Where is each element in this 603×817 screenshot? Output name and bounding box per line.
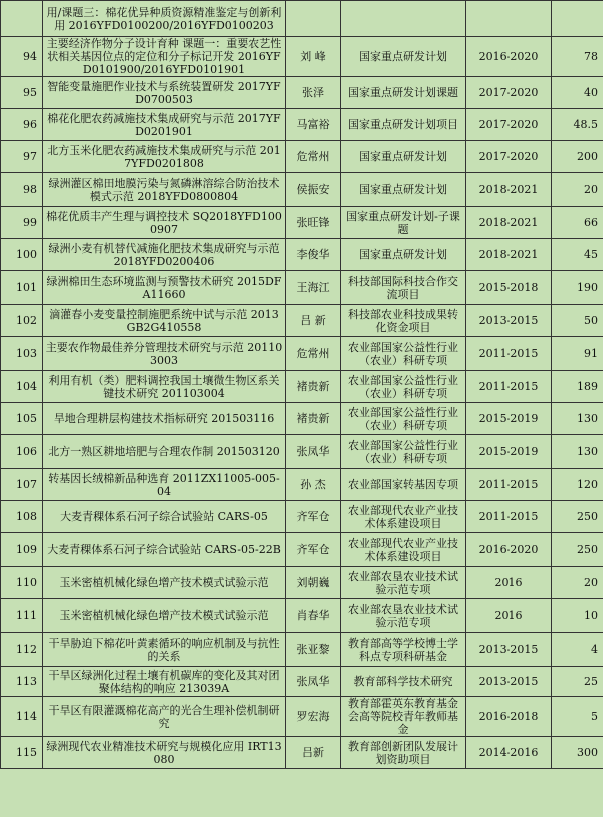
row-number-cell: 100: [1, 239, 43, 271]
table-row: [1, 207, 603, 239]
project-leader-cell: 吕 新: [286, 305, 341, 337]
project-title-cell: 绿洲小麦有机替代减施化肥技术集成研究与示范 2018YFD0200406: [43, 239, 286, 271]
row-number-cell: 94: [1, 37, 43, 77]
row-number-cell: 98: [1, 173, 43, 207]
project-title-cell: 玉米密植机械化绿色增产技术模式试验示范: [43, 567, 286, 599]
project-funding-cell: 5: [552, 697, 603, 737]
project-title-cell: 主要农作物最佳养分管理技术研究与示范 201103003: [43, 337, 286, 371]
project-source-cell: 农业部国家公益性行业（农业）科研专项: [341, 435, 466, 469]
project-source-cell: [341, 1, 466, 37]
project-leader-cell: 褚贵新: [286, 371, 341, 403]
table-row: [1, 305, 603, 337]
project-leader-cell: 张泽: [286, 77, 341, 109]
project-source-cell: 科技部国际科技合作交流项目: [341, 271, 466, 305]
project-source-cell: 教育部霍英东教育基金会高等院校青年教师基金: [341, 697, 466, 737]
table-row: [1, 173, 603, 207]
table-row: [1, 567, 603, 599]
project-source-cell: 农业部国家公益性行业（农业）科研专项: [341, 403, 466, 435]
row-number-cell: [1, 1, 43, 37]
project-source-cell: 农业部农垦农业技术试验示范专项: [341, 567, 466, 599]
project-period-cell: 2013-2015: [466, 667, 552, 697]
project-leader-cell: 李俊华: [286, 239, 341, 271]
project-period-cell: 2017-2020: [466, 77, 552, 109]
project-source-cell: 教育部创新团队发展计划资助项目: [341, 737, 466, 769]
row-number-cell: 102: [1, 305, 43, 337]
project-funding-cell: 200: [552, 141, 603, 173]
row-number-cell: 104: [1, 371, 43, 403]
project-funding-cell: 78: [552, 37, 603, 77]
project-period-cell: 2015-2018: [466, 271, 552, 305]
project-title-cell: 主要经济作物分子设计育种 课题一：重要农艺性状相关基因位点的定位和分子标记开发 2016YFD0101900/2016YFD0101901: [43, 37, 286, 77]
table-row: [1, 633, 603, 667]
project-title-cell: 利用有机（类）肥料调控我国土壤微生物区系关键技术研究 201103004: [43, 371, 286, 403]
project-source-cell: 国家重点研发计划: [341, 37, 466, 77]
project-funding-cell: 20: [552, 567, 603, 599]
project-source-cell: 科技部农业科技成果转化资金项目: [341, 305, 466, 337]
project-source-cell: 农业部国家公益性行业（农业）科研专项: [341, 371, 466, 403]
project-title-cell: 滴灌春小麦变量控制施肥系统中试与示范 2013GB2G410558: [43, 305, 286, 337]
project-funding-cell: 66: [552, 207, 603, 239]
row-number-cell: 107: [1, 469, 43, 501]
project-source-cell: 国家重点研发计划项目: [341, 109, 466, 141]
project-source-cell: 国家重点研发计划: [341, 141, 466, 173]
project-title-cell: 旱地合理耕层构建技术指标研究 201503116: [43, 403, 286, 435]
row-number-cell: 95: [1, 77, 43, 109]
project-title-cell: 智能变量施肥作业技术与系统装置研发 2017YFD0700503: [43, 77, 286, 109]
project-source-cell: 农业部现代农业产业技术体系建设项目: [341, 533, 466, 567]
project-funding-cell: [552, 1, 603, 37]
table-row: [1, 533, 603, 567]
row-number-cell: 112: [1, 633, 43, 667]
project-source-cell: 农业部国家转基因专项: [341, 469, 466, 501]
project-title-cell: 北方一熟区耕地培肥与合理农作制 201503120: [43, 435, 286, 469]
table-row: [1, 469, 603, 501]
project-title-cell: 玉米密植机械化绿色增产技术模式试验示范: [43, 599, 286, 633]
project-period-cell: 2011-2015: [466, 469, 552, 501]
project-leader-cell: 肖春华: [286, 599, 341, 633]
project-period-cell: 2013-2015: [466, 305, 552, 337]
project-period-cell: 2011-2015: [466, 501, 552, 533]
row-number-cell: 113: [1, 667, 43, 697]
table-row: [1, 1, 603, 37]
project-leader-cell: 褚贵新: [286, 403, 341, 435]
project-title-cell: 用/课题三：棉花优异种质资源精准鉴定与创新利用 2016YFD0100200/2016YFD0100203: [43, 1, 286, 37]
project-funding-cell: 250: [552, 501, 603, 533]
project-funding-cell: 10: [552, 599, 603, 633]
project-period-cell: [466, 1, 552, 37]
project-leader-cell: 刘朝巍: [286, 567, 341, 599]
project-source-cell: 国家重点研发计划-子课题: [341, 207, 466, 239]
project-funding-cell: 4: [552, 633, 603, 667]
project-period-cell: 2018-2021: [466, 239, 552, 271]
table-row: [1, 337, 603, 371]
table-row: [1, 697, 603, 737]
project-leader-cell: 张凤华: [286, 667, 341, 697]
project-funding-cell: 40: [552, 77, 603, 109]
table-row: [1, 501, 603, 533]
row-number-cell: 97: [1, 141, 43, 173]
project-title-cell: 绿洲现代农业精准技术研究与规模化应用 IRT13080: [43, 737, 286, 769]
project-funding-cell: 189: [552, 371, 603, 403]
row-number-cell: 114: [1, 697, 43, 737]
project-period-cell: 2016: [466, 567, 552, 599]
row-number-cell: 110: [1, 567, 43, 599]
project-leader-cell: 张凤华: [286, 435, 341, 469]
project-funding-cell: 50: [552, 305, 603, 337]
row-number-cell: 106: [1, 435, 43, 469]
project-funding-cell: 300: [552, 737, 603, 769]
row-number-cell: 96: [1, 109, 43, 141]
project-table-body: [1, 1, 603, 769]
project-leader-cell: 王海江: [286, 271, 341, 305]
project-title-cell: 干旱胁迫下棉花叶黄素循环的响应机制及与抗性的关系: [43, 633, 286, 667]
table-row: [1, 109, 603, 141]
project-funding-cell: 48.5: [552, 109, 603, 141]
project-period-cell: 2011-2015: [466, 371, 552, 403]
project-source-cell: 国家重点研发计划: [341, 239, 466, 271]
table-row: [1, 141, 603, 173]
project-source-cell: 农业部农垦农业技术试验示范专项: [341, 599, 466, 633]
project-funding-cell: 250: [552, 533, 603, 567]
project-funding-cell: 20: [552, 173, 603, 207]
project-leader-cell: [286, 1, 341, 37]
table-row: [1, 77, 603, 109]
project-source-cell: 教育部高等学校博士学科点专项科研基金: [341, 633, 466, 667]
project-leader-cell: 张旺锋: [286, 207, 341, 239]
project-funding-cell: 130: [552, 435, 603, 469]
project-leader-cell: 侯振安: [286, 173, 341, 207]
project-leader-cell: 齐军仓: [286, 533, 341, 567]
project-period-cell: 2011-2015: [466, 337, 552, 371]
table-row: [1, 737, 603, 769]
project-title-cell: 北方玉米化肥农药减施技术集成研究与示范 2017YFD0201808: [43, 141, 286, 173]
row-number-cell: 105: [1, 403, 43, 435]
project-title-cell: 绿洲棉田生态环境监测与预警技术研究 2015DFA11660: [43, 271, 286, 305]
row-number-cell: 99: [1, 207, 43, 239]
table-row: [1, 403, 603, 435]
project-leader-cell: 齐军仓: [286, 501, 341, 533]
project-funding-cell: 190: [552, 271, 603, 305]
project-period-cell: 2013-2015: [466, 633, 552, 667]
project-leader-cell: 刘 峰: [286, 37, 341, 77]
row-number-cell: 109: [1, 533, 43, 567]
project-period-cell: 2016: [466, 599, 552, 633]
project-source-cell: 农业部国家公益性行业（农业）科研专项: [341, 337, 466, 371]
project-period-cell: 2015-2019: [466, 435, 552, 469]
project-leader-cell: 孙 杰: [286, 469, 341, 501]
project-period-cell: 2016-2020: [466, 37, 552, 77]
project-title-cell: 棉花优质丰产生理与调控技术 SQ2018YFD1000907: [43, 207, 286, 239]
table-row: [1, 435, 603, 469]
row-number-cell: 111: [1, 599, 43, 633]
row-number-cell: 103: [1, 337, 43, 371]
table-row: [1, 599, 603, 633]
project-leader-cell: 吕新: [286, 737, 341, 769]
table-row: [1, 239, 603, 271]
project-title-cell: 大麦青稞体系石河子综合试验站 CARS-05-22B: [43, 533, 286, 567]
project-source-cell: 国家重点研发计划课题: [341, 77, 466, 109]
project-leader-cell: 罗宏海: [286, 697, 341, 737]
project-leader-cell: 危常州: [286, 141, 341, 173]
row-number-cell: 101: [1, 271, 43, 305]
project-funding-cell: 45: [552, 239, 603, 271]
table-row: [1, 667, 603, 697]
project-title-cell: 干旱区绿洲化过程土壤有机碳库的变化及其对团聚体结构的响应 213039A: [43, 667, 286, 697]
project-title-cell: 干旱区有限灌溉棉花高产的光合生理补偿机制研究: [43, 697, 286, 737]
project-period-cell: 2017-2020: [466, 141, 552, 173]
project-leader-cell: 张亚黎: [286, 633, 341, 667]
project-leader-cell: 马富裕: [286, 109, 341, 141]
project-period-cell: 2018-2021: [466, 207, 552, 239]
project-funding-cell: 120: [552, 469, 603, 501]
project-period-cell: 2016-2018: [466, 697, 552, 737]
table-row: [1, 37, 603, 77]
project-leader-cell: 危常州: [286, 337, 341, 371]
project-source-cell: 国家重点研发计划: [341, 173, 466, 207]
project-source-cell: 教育部科学技术研究: [341, 667, 466, 697]
project-period-cell: 2015-2019: [466, 403, 552, 435]
project-funding-cell: 91: [552, 337, 603, 371]
project-period-cell: 2016-2020: [466, 533, 552, 567]
project-funding-cell: 25: [552, 667, 603, 697]
project-period-cell: 2018-2021: [466, 173, 552, 207]
row-number-cell: 108: [1, 501, 43, 533]
table-row: [1, 371, 603, 403]
row-number-cell: 115: [1, 737, 43, 769]
project-title-cell: 大麦青稞体系石河子综合试验站 CARS-05: [43, 501, 286, 533]
project-period-cell: 2014-2016: [466, 737, 552, 769]
project-title-cell: 棉花化肥农药减施技术集成研究与示范 2017YFD0201901: [43, 109, 286, 141]
project-funding-cell: 130: [552, 403, 603, 435]
project-title-cell: 转基因长绒棉新品种选育 2011ZX11005-005-04: [43, 469, 286, 501]
project-period-cell: 2017-2020: [466, 109, 552, 141]
project-source-cell: 农业部现代农业产业技术体系建设项目: [341, 501, 466, 533]
table-row: [1, 271, 603, 305]
project-title-cell: 绿洲灌区棉田地膜污染与氮磷淋溶综合防治技术模式示范 2018YFD0800804: [43, 173, 286, 207]
